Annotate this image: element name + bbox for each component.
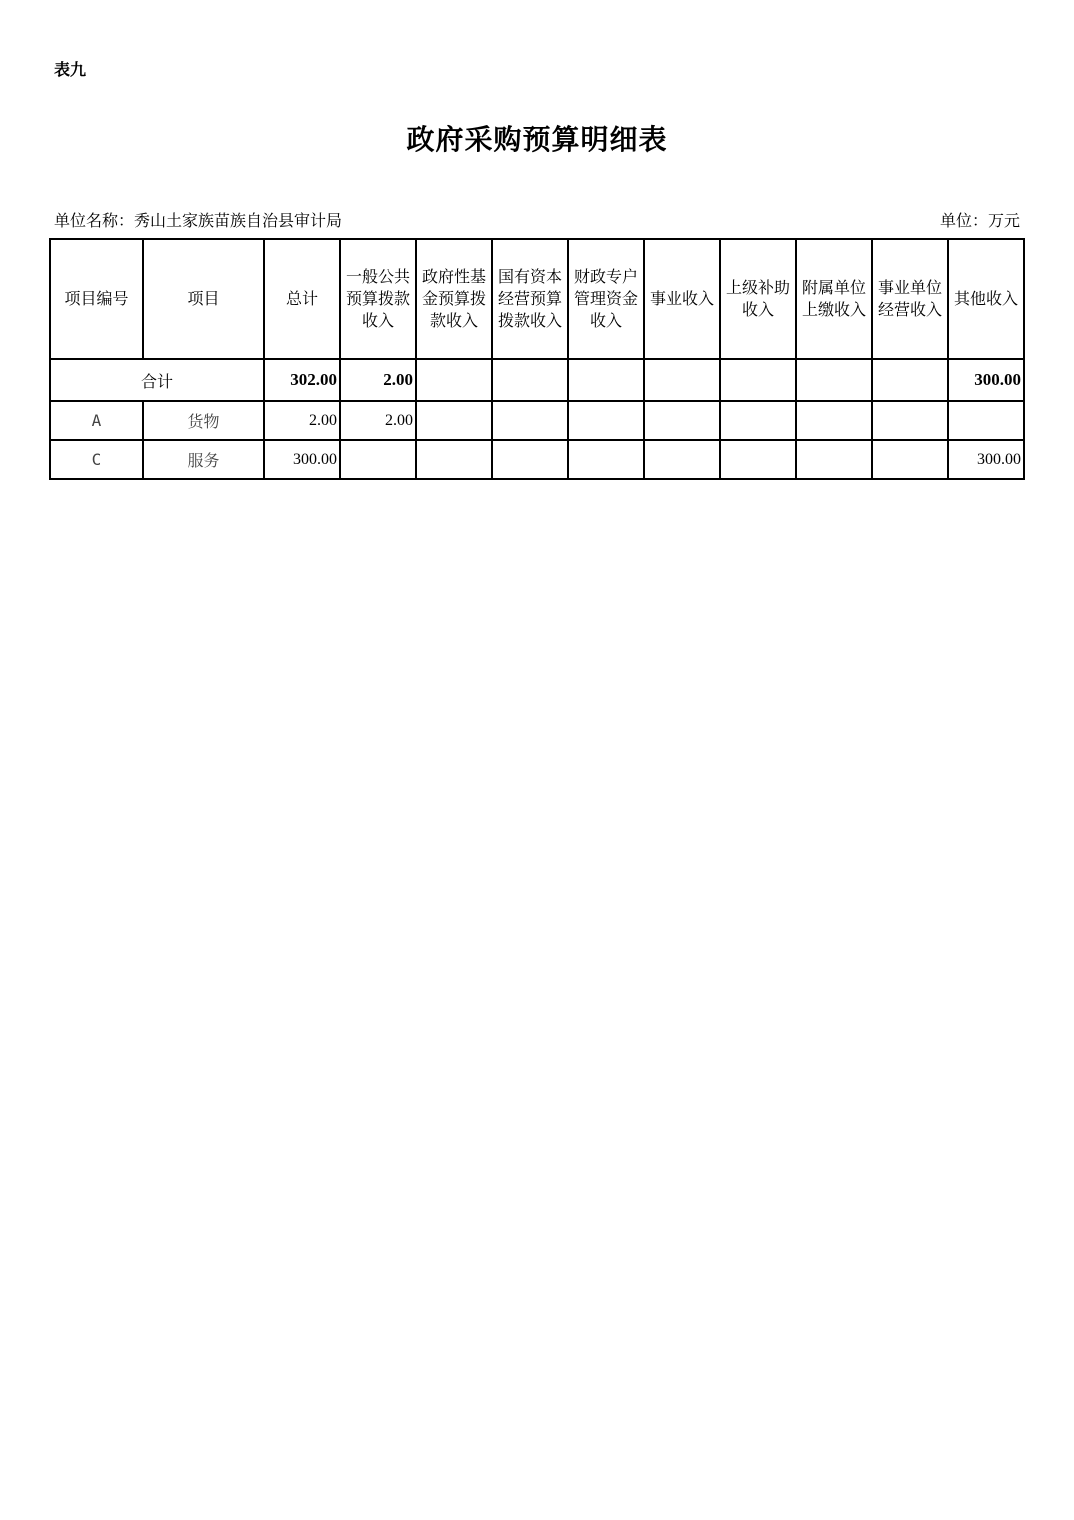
project-name-cell: 服务	[143, 440, 264, 479]
table-cell	[720, 440, 796, 479]
table-cell	[416, 401, 492, 440]
table-row	[50, 440, 1024, 479]
total-cell: 302.00	[264, 359, 340, 401]
table-cell	[492, 440, 568, 479]
column-header: 上级补助收入	[720, 239, 796, 359]
column-header: 一般公共预算拨款收入	[340, 239, 416, 359]
table-cell	[340, 440, 416, 479]
table-cell	[644, 440, 720, 479]
header-row	[50, 239, 1024, 359]
table-row	[50, 401, 1024, 440]
total-cell	[416, 359, 492, 401]
column-header: 项目	[143, 239, 264, 359]
procurement-budget-table	[49, 238, 1025, 480]
total-cell	[568, 359, 644, 401]
table-cell	[416, 440, 492, 479]
project-code-cell: C	[50, 440, 143, 479]
total-cell	[796, 359, 872, 401]
column-header: 政府性基金预算拨款收入	[416, 239, 492, 359]
table-cell	[872, 440, 948, 479]
total-cell: 300.00	[948, 359, 1024, 401]
table-number: 表九	[54, 60, 87, 79]
total-cell	[872, 359, 948, 401]
column-header: 事业收入	[644, 239, 720, 359]
table-cell: 300.00	[948, 440, 1024, 479]
total-row	[50, 359, 1024, 401]
total-cell	[492, 359, 568, 401]
table-cell: 2.00	[264, 401, 340, 440]
total-cell: 2.00	[340, 359, 416, 401]
table-cell	[644, 401, 720, 440]
column-header: 国有资本经营预算拨款收入	[492, 239, 568, 359]
page-title: 政府采购预算明细表	[406, 123, 668, 156]
project-name-cell: 货物	[143, 401, 264, 440]
total-cell	[720, 359, 796, 401]
total-cell	[644, 359, 720, 401]
column-header: 财政专户管理资金收入	[568, 239, 644, 359]
table-cell	[948, 401, 1024, 440]
column-header: 总计	[264, 239, 340, 359]
column-header: 其他收入	[948, 239, 1024, 359]
project-code-cell: A	[50, 401, 143, 440]
table-cell	[568, 440, 644, 479]
table-cell	[720, 401, 796, 440]
column-header: 项目编号	[50, 239, 143, 359]
table-cell	[796, 440, 872, 479]
table-cell: 300.00	[264, 440, 340, 479]
total-label: 合计	[50, 359, 264, 401]
table-cell	[872, 401, 948, 440]
unit-name-label: 单位名称：秀山土家族苗族自治县审计局	[54, 211, 343, 230]
table-cell	[796, 401, 872, 440]
column-header: 事业单位经营收入	[872, 239, 948, 359]
currency-unit-label: 单位：万元	[939, 211, 1020, 230]
table-cell	[492, 401, 568, 440]
table-cell	[568, 401, 644, 440]
column-header: 附属单位上缴收入	[796, 239, 872, 359]
table-cell: 2.00	[340, 401, 416, 440]
